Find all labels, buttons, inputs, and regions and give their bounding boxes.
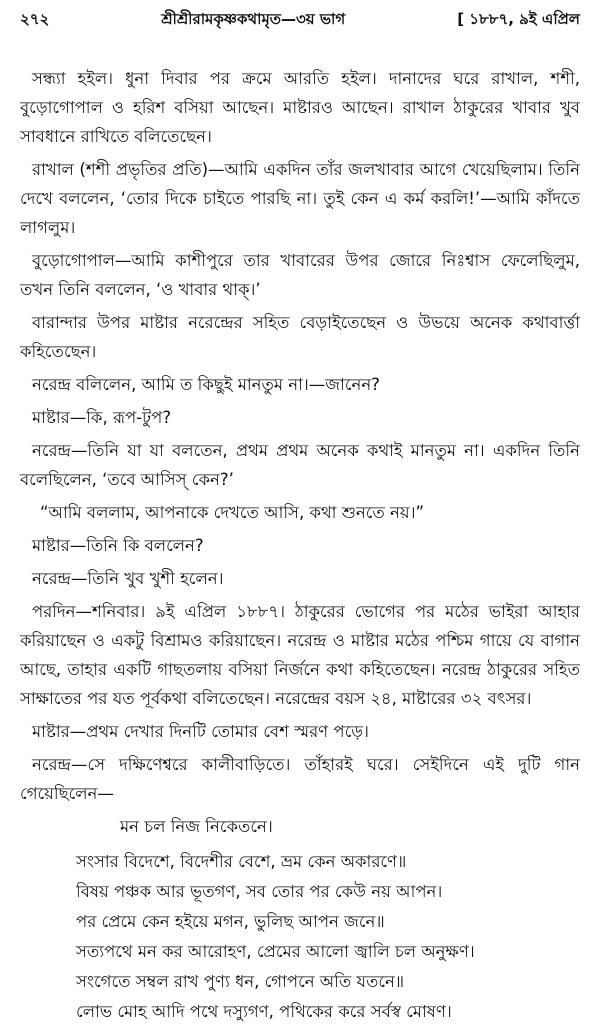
header-date: [ ১৮৮৭, ৯ই এপ্রিল	[457, 10, 580, 28]
song-title: মন চল নিজ নিকেতনে।	[120, 817, 273, 836]
song-line: সংগেতে সম্বল রাখ পুণ্য ধন, গোপনে অতি যতনে॥	[76, 972, 405, 991]
paragraph: রাখাল (শশী প্রভৃতির প্রতি)—আমি একদিন তাঁর জলখাবার আগে খেয়েছিলাম। তিনি দেখে বললেন, ‘তোর দিকে চাইতে পারছি না। তুই কেন এ কর্ম করলি!’—আমি কাঁদতে লাগলুম।	[20, 160, 580, 237]
paragraph: বুড়োগোপাল—আমি কাশীপুরে তার খাবারের উপর জোরে নিঃশ্বাস ফেলেছিলুম, তখন তিনি বললেন, ‘ও খাবার থাক্।’	[20, 251, 580, 299]
paragraph: মাষ্টার—প্রথম দেখার দিনটি তোমার বেশ স্মরণ পড়ে।	[32, 722, 369, 741]
paragraph: সন্ধ্যা হইল। ধুনা দিবার পর ক্রমে আরতি হইল। দানাদের ঘরে রাখাল, শশী, বুড়োগোপাল ও হরিশ বসিয়া আছেন। মাষ্টারও আছেন। রাখাল ঠাকুরের খাবার খুব সাবধানে রাখিতে বলিতেছেন।	[20, 69, 580, 146]
paragraph: বারান্দার উপর মাষ্টার নরেন্দ্রের সহিত বেড়াইতেছেন ও উভয়ে অনেক কথাবার্ত্তা কহিতেছেন।	[20, 313, 580, 361]
paragraph: নরেন্দ্র—সে দক্ষিণেশ্বরে কালীবাড়িতে। তাঁহারই ঘরে। সেইদিনে এই দুটি গান গেয়েছিলেন—	[20, 755, 580, 803]
paragraph: নরেন্দ্র—তিনি খুব খুশী হলেন।	[32, 569, 224, 588]
song-line: সত্যপথে মন কর আরোহণ, প্রেমের আলো জ্বালি চল অনুক্ষণ।	[76, 942, 475, 961]
paragraph: পরদিন—শনিবার। ৯ই এপ্রিল ১৮৮৭। ঠাকুরের ভোগের পর মঠের ভাইরা আহার করিয়াছেন ও একটু বিশ্রামও করিয়াছেন। নরেন্দ্র ও মাষ্টার মঠের পশ্চিম গায়ে যে বাগান আছে, তাহার একটি গাছতলায় বসিয়া নির্জনে কথা কহিতেছেন। নরেন্দ্র ঠাকুরের সহিত সাক্ষাতের পর যত পূর্বকথা বলিতেছেন। নরেন্দ্রের বয়স ২৪, মাষ্টারের ৩২ বৎসর।	[20, 602, 580, 708]
page-number: ২৭২	[20, 10, 50, 28]
song-line: বিষয় পঞ্চক আর ভূতগণ, সব তোর পর কেউ নয় আপন।	[76, 882, 443, 901]
book-title: শ্রীশ্রীরামকৃষ্ণকথামৃত—৩য় ভাগ	[161, 10, 346, 28]
paragraph: মাষ্টার—কি, রূপ-টুপ?	[32, 408, 172, 427]
paragraph: নরেন্দ্র বলিলেন, আমি ত কিছুই মানতুম না।—জানেন?	[32, 375, 380, 394]
song-line: পর প্রেমে কেন হইয়ে মগন, ভুলিছ আপন জনে॥	[76, 912, 385, 931]
song-line: লোভ মোহ আদি পথে দস্যুগণ, পথিকের করে সর্বস্ব মোষণ।	[76, 1002, 452, 1021]
paragraph: নরেন্দ্র—তিনি যা যা বলতেন, প্রথম প্রথম অনেক কথাই মানতুম না। একদিন তিনি বলেছিলেন, ‘তবে আসিস্ কেন?’	[20, 441, 580, 489]
page-body	[20, 64, 580, 1027]
running-header	[20, 6, 580, 32]
quoted-line: “আমি বললাম, আপনাকে দেখতে আসি, কথা শুনতে নয়।”	[40, 503, 425, 522]
song-line: সংসার বিদেশে, বিদেশীর বেশে, ভ্রম কেন অকারণে॥	[76, 852, 407, 871]
paragraph: মাষ্টার—তিনি কি বললেন?	[32, 536, 204, 555]
